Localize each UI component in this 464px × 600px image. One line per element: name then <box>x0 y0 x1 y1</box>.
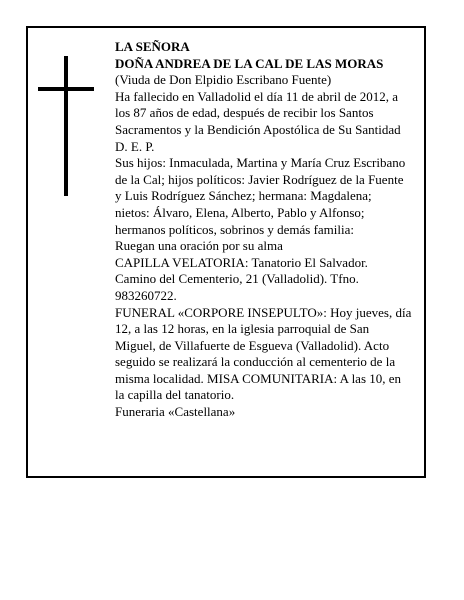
notice-line: hermanos políticos, sobrinos y demás familia: <box>115 221 355 237</box>
notice-line: Sacramentos y la Bendición Apostólica de Su Santidad <box>115 121 401 137</box>
notice-line: Camino del Cementerio, 21 (Valladolid). Tfno. <box>115 271 359 287</box>
notice-line: CAPILLA VELATORIA: Tanatorio El Salvador. <box>115 254 368 270</box>
notice-line: FUNERAL «CORPORE INSEPULTO»: Hoy jueves, día <box>115 304 412 320</box>
notice-line: 983260722. <box>115 287 177 303</box>
notice-line: Funeraria «Castellana» <box>115 404 236 420</box>
notice-line: de la Cal; hijos políticos: Javier Rodríguez de la Fuente <box>115 171 404 187</box>
notice-line: la capilla del tanatorio. <box>115 387 235 403</box>
notice-line: Ha fallecido en Valladolid el día 11 de abril de 2012, a <box>115 88 399 104</box>
deceased-name: DOÑA ANDREA DE LA CAL DE LAS MORAS <box>115 55 384 71</box>
notice-line: y Luis Rodríguez Sánchez; hermana: Magdalena; <box>115 188 372 204</box>
notice-line: Miguel, de Villafuerte de Esgueva (Valladolid). Acto <box>115 337 390 353</box>
cross-horizontal-bar <box>38 87 94 91</box>
notice-line: nietos: Álvaro, Elena, Alberto, Pablo y Alfonso; <box>115 204 365 220</box>
notice-heading: LA SEÑORA <box>115 39 190 54</box>
notice-line: seguido se realizará la conducción al cementerio de la <box>115 354 396 370</box>
obituary-text <box>115 39 425 421</box>
cross-vertical-bar <box>64 56 68 196</box>
notice-line: misma localidad. MISA COMUNITARIA: A las 10, en <box>115 370 402 386</box>
notice-line: Sus hijos: Inmaculada, Martina y María Cruz Escribano <box>115 155 406 171</box>
notice-line: (Viuda de Don Elpidio Escribano Fuente) <box>115 72 332 88</box>
notice-line: 12, a las 12 horas, en la iglesia parroquial de San <box>115 321 370 337</box>
cross-icon <box>38 56 94 196</box>
notice-line: Ruegan una oración por su alma <box>115 238 283 254</box>
notice-line: los 87 años de edad, después de recibir los Santos <box>115 105 374 121</box>
notice-line: D. E. P. <box>115 138 155 154</box>
